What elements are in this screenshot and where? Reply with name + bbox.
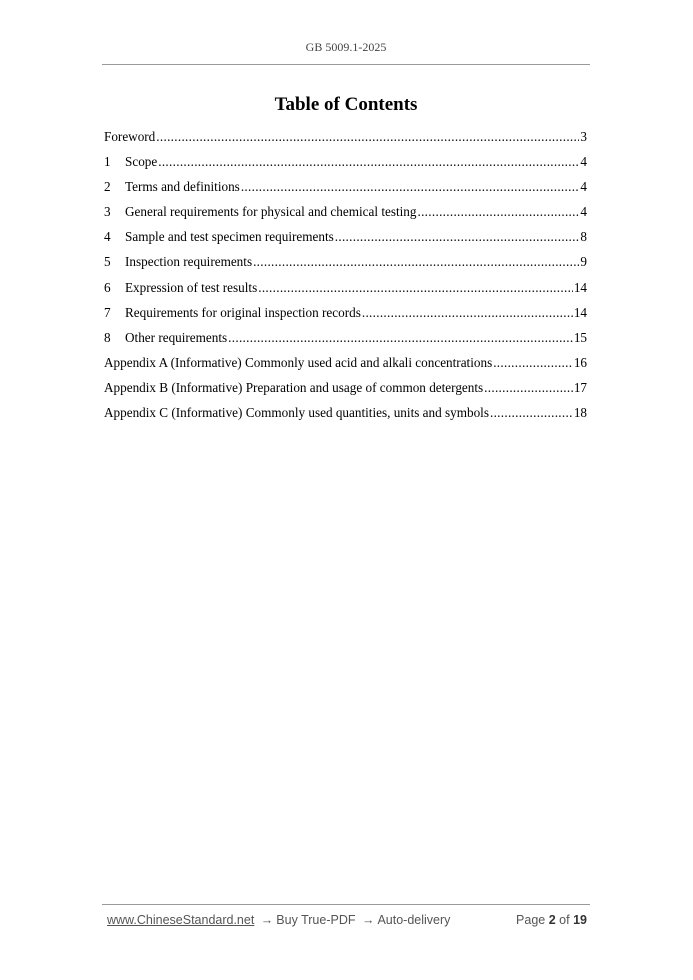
page-indicator xyxy=(516,913,587,927)
toc-entry-inspection-requirements[interactable] xyxy=(104,254,587,279)
toc-entry-inspection-records[interactable] xyxy=(104,305,587,330)
toc-page-number: 17 xyxy=(573,379,587,395)
page-word: Page xyxy=(516,913,546,927)
toc-entry-label: Scope xyxy=(125,154,158,170)
toc-entry-expression-of-results[interactable] xyxy=(104,280,587,305)
dot-leader xyxy=(228,330,573,346)
toc-page-number: 14 xyxy=(573,304,587,320)
toc-entry-label: Sample and test specimen requirements xyxy=(125,229,334,245)
toc-page-number: 16 xyxy=(573,354,587,370)
toc-page-number: 18 xyxy=(573,405,587,421)
header-divider xyxy=(102,64,590,65)
toc-entry-general-requirements[interactable] xyxy=(104,204,587,229)
arrow-right-icon: → xyxy=(361,913,375,927)
toc-entry-label: Requirements for original inspection records xyxy=(125,304,361,320)
toc-page-number: 4 xyxy=(580,204,587,220)
toc-entry-appendix-a[interactable] xyxy=(104,355,587,380)
toc-entry-scope[interactable] xyxy=(104,154,587,179)
arrow-right-icon: → xyxy=(260,913,274,927)
dot-leader xyxy=(241,179,580,195)
dot-leader xyxy=(490,405,573,421)
toc-entry-terms[interactable] xyxy=(104,179,587,204)
dot-leader xyxy=(493,355,573,371)
toc-page-number: 14 xyxy=(573,279,587,295)
buy-pdf-text: Buy True-PDF xyxy=(276,913,356,927)
dot-leader xyxy=(258,280,573,296)
toc-section-number: 8 xyxy=(104,329,111,345)
toc-section-number: 4 xyxy=(104,229,111,245)
toc-section-number: 1 xyxy=(104,154,111,170)
dot-leader xyxy=(417,204,579,220)
toc-section-number: 7 xyxy=(104,304,111,320)
toc-page-number: 9 xyxy=(580,254,587,270)
site-link[interactable]: www.ChineseStandard.net xyxy=(107,913,255,927)
dot-leader xyxy=(158,154,579,170)
toc-entry-label: Terms and definitions xyxy=(125,179,240,195)
current-page-number: 2 xyxy=(548,913,556,927)
page-footer xyxy=(107,913,587,927)
toc-entry-label: Other requirements xyxy=(125,329,228,345)
toc-page-number: 3 xyxy=(580,129,587,144)
page-title: Table of Contents xyxy=(274,94,418,115)
toc-entry-appendix-b[interactable] xyxy=(104,380,587,405)
toc-section-number: 5 xyxy=(104,254,111,270)
toc-section-number: 3 xyxy=(104,204,111,220)
dot-leader xyxy=(156,129,579,145)
of-word: of xyxy=(559,913,570,927)
dot-leader xyxy=(335,229,580,245)
toc-page-number: 15 xyxy=(573,329,587,345)
toc-entry-label: Foreword xyxy=(104,129,156,144)
toc-page-number: 4 xyxy=(580,179,587,195)
footer-divider xyxy=(102,904,590,905)
toc-entry-sample-requirements[interactable] xyxy=(104,229,587,254)
dot-leader xyxy=(484,380,573,396)
toc-page-number: 8 xyxy=(580,229,587,245)
dot-leader xyxy=(253,254,579,270)
auto-delivery-text: Auto-delivery xyxy=(377,913,451,927)
toc-entry-label: Appendix A (Informative) Commonly used acid and alkali concentrations xyxy=(104,354,493,370)
toc-section-number: 6 xyxy=(104,279,111,295)
toc-entry-label: Expression of test results xyxy=(125,279,258,295)
toc-section-number: 2 xyxy=(104,179,111,195)
total-pages-number: 19 xyxy=(573,913,587,927)
toc-entry-label: Appendix B (Informative) Preparation and usage of common detergents xyxy=(104,379,484,395)
dot-leader xyxy=(362,305,573,321)
toc-entry-label: Appendix C (Informative) Commonly used quantities, units and symbols xyxy=(104,405,489,421)
toc-page-number: 4 xyxy=(580,154,587,170)
toc-entry-foreword[interactable] xyxy=(104,129,587,154)
toc-entry-label: General requirements for physical and chemical testing xyxy=(125,204,417,220)
table-of-contents xyxy=(104,129,587,430)
footer-promo xyxy=(107,913,450,927)
toc-entry-other-requirements[interactable] xyxy=(104,330,587,355)
toc-entry-label: Inspection requirements xyxy=(125,254,253,270)
document-id-header: GB 5009.1-2025 xyxy=(305,40,387,54)
toc-entry-appendix-c[interactable] xyxy=(104,405,587,430)
